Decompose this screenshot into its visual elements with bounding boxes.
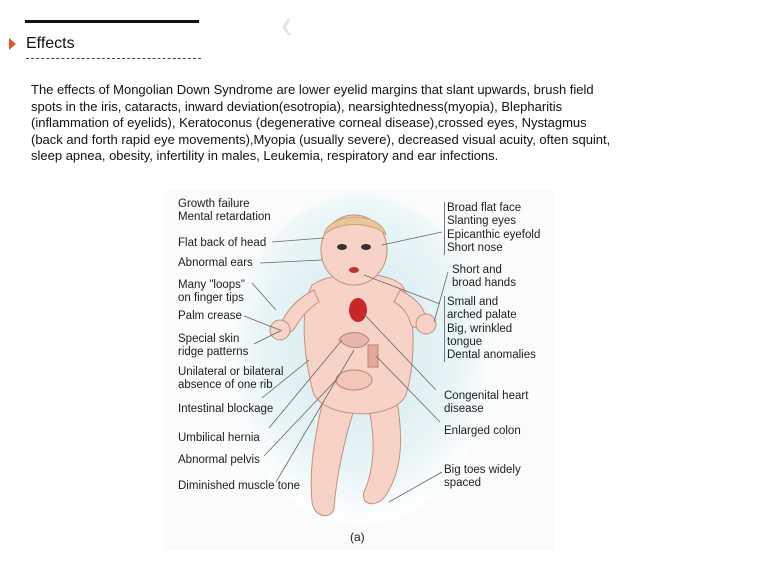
label-finger-loops: Many "loops" on finger tips — [178, 279, 245, 305]
section-heading: Effects — [26, 35, 75, 52]
label-enlarged-colon: Enlarged colon — [444, 425, 521, 437]
label-abnormal-pelvis: Abnormal pelvis — [178, 454, 260, 466]
bullet-arrow-icon — [9, 38, 16, 50]
label-face-features: Broad flat face Slanting eyes Epicanthic eyefold Short nose — [444, 202, 540, 255]
label-umbilical-hernia: Umbilical hernia — [178, 432, 260, 444]
label-abnormal-ears: Abnormal ears — [178, 257, 253, 269]
label-muscle-tone: Diminished muscle tone — [178, 480, 301, 492]
effects-paragraph: The effects of Mongolian Down Syndrome are lower eyelid margins that slant upwards, brush field spots in the iris, cataracts, inward deviation(esotropia), nearsightedness(myopia), Blepharitis (inflammation of eyelids), Keratoconus (degenerative corneal disease),crossed eyes, Nystagmus (back and forth rapid eye movements),Myopia (usually severe), decreased visual acuity, often squint, sleep apnea, obesity, infertility in males, Leukemia, respiratory and ear infections. — [31, 82, 611, 164]
label-rib-absence: Unilateral or bilateral absence of one rib — [178, 366, 284, 392]
label-big-toes: Big toes widely spaced — [444, 464, 521, 490]
label-growth-failure: Growth failure Mental retardation — [178, 198, 271, 224]
label-palm-crease: Palm crease — [178, 310, 242, 322]
label-heart-disease: Congenital heart disease — [444, 390, 529, 416]
label-hands: Short and broad hands — [452, 264, 516, 290]
heading-underline — [26, 58, 201, 59]
label-mouth-features: Small and arched palate Big, wrinkled tongue Dental anomalies — [444, 296, 536, 362]
label-intestinal-blockage: Intestinal blockage — [178, 403, 274, 415]
top-rule — [25, 20, 199, 23]
chevron-left-icon: ❮ — [280, 18, 294, 35]
label-flat-back-of-head: Flat back of head — [178, 237, 267, 249]
figure-caption: (a) — [350, 530, 365, 544]
down-syndrome-figure — [164, 190, 554, 550]
label-skin-ridge: Special skin ridge patterns — [178, 333, 249, 359]
